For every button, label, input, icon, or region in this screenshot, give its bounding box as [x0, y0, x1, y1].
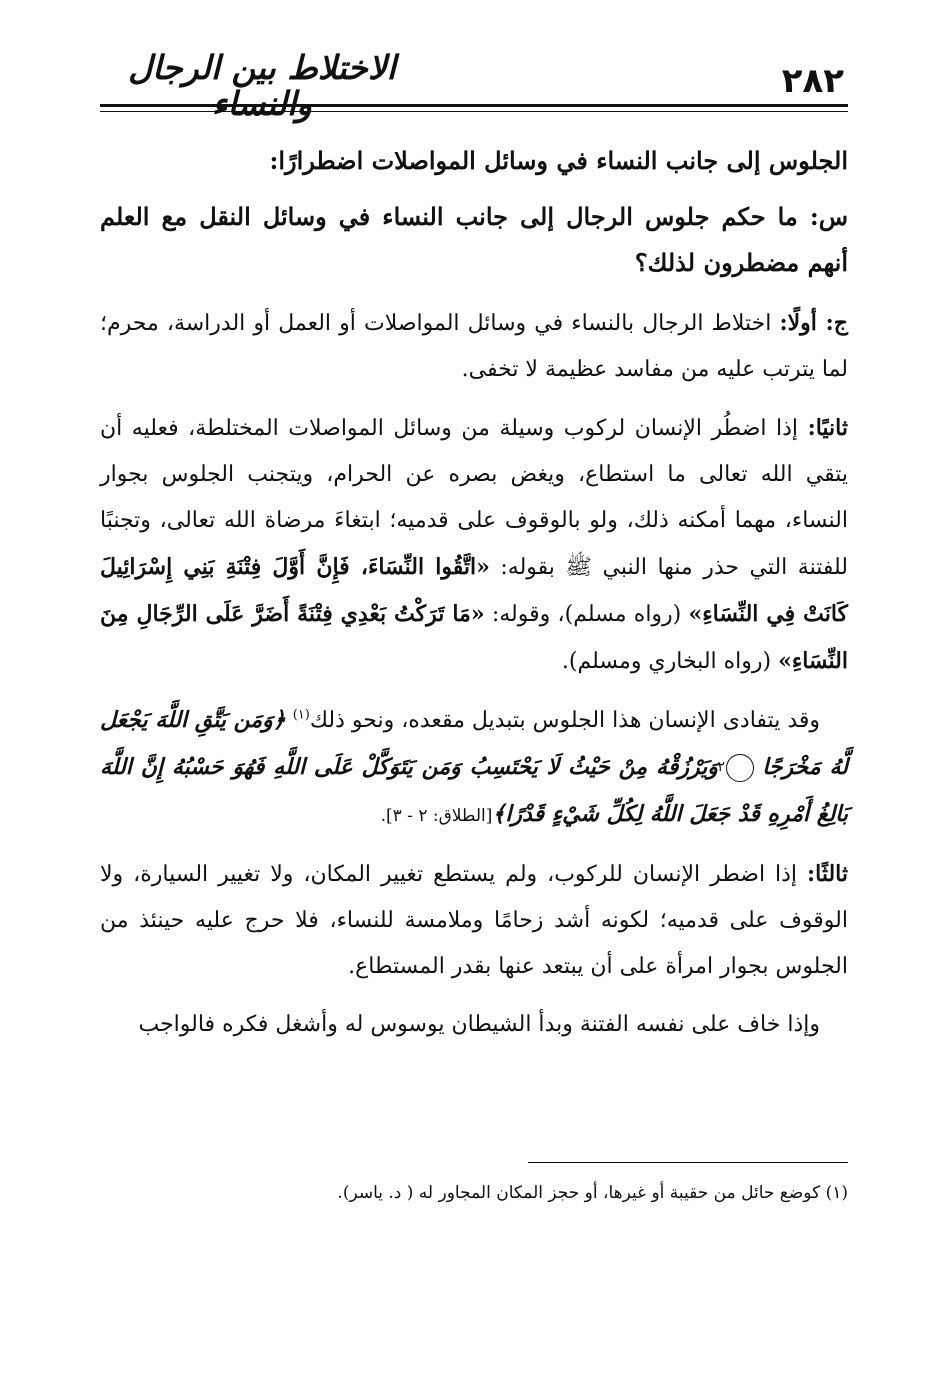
hadith-2-ref: (رواه البخاري ومسلم). [561, 649, 772, 674]
hadith-2: «مَا تَرَكْتُ بَعْدِي فِتْنَةً أَضَرَّ عَلَى الرِّجَالِ مِنَ النِّسَاءِ» [100, 601, 848, 674]
answer-first-label: ج: أولًا: [779, 310, 848, 336]
third-paragraph [100, 697, 848, 839]
question-paragraph: س: ما حكم جلوس الرجال إلى جانب النساء في وسائل النقل مع العلم أنهم مضطرون لذلك؟ [100, 202, 848, 277]
fifth-paragraph: وإذا خاف على نفسه الفتنة وبدأ الشيطان يوسوس له وأشغل فكره فالواجب [138, 1012, 820, 1037]
quran-verse-part2: وَيَرْزُقْهُ مِنْ حَيْثُ لَا يَحْتَسِبُ وَمَن يَتَوَكَّلْ عَلَى اللَّهِ فَهُوَ حَسْبُهُ إِنَّ اللَّهَ بَالِغُ أَمْرِهِ قَدْ جَعَلَ اللَّهُ لِكُلِّ شَيْءٍ قَدْرًا﴾ [100, 754, 848, 827]
answer-first-text: اختلاط الرجال بالنساء في وسائل المواصلات أو العمل أو الدراسة، محرم؛ لما يترتب عليه من مفاسد عظيمة لا تخفى. [100, 311, 848, 382]
quran-verse-part1: ﴿وَمَن يَتَّقِ اللَّهَ يَجْعَل لَّهُ مَخْرَجًا [100, 707, 848, 780]
verse-reference: [الطلاق: ٢ - ٣]. [380, 806, 493, 826]
main-text [100, 138, 848, 1060]
second-label: ثانيًا: [807, 415, 848, 441]
fourth-paragraph [100, 851, 848, 990]
footnote-mark: (١) [292, 707, 310, 723]
third-label: ثالثًا: [807, 861, 849, 887]
footnote: (١) كوضع حائل من حقيبة أو غيرها، أو حجز المكان المجاور له ( د. ياسر). [337, 1183, 848, 1203]
page-number: ٢٨٢ [781, 61, 844, 101]
header-rule-thick [100, 104, 848, 107]
page-header [100, 38, 848, 124]
running-title: الاختلاط بين الرجال والنساء [128, 48, 396, 124]
hadith-1-ref: (رواه مسلم)، وقوله: [491, 602, 682, 627]
section-heading: الجلوس إلى جانب النساء في وسائل المواصلات اضطرارًا: [269, 146, 848, 175]
verse-number-marker: ٢ [726, 754, 754, 782]
second-paragraph [100, 405, 848, 685]
para3-text: وقد يتفادى الإنسان هذا الجلوس بتبديل مقعده، ونحو ذلك [309, 708, 821, 733]
header-rule-thin [100, 111, 848, 112]
second-text: إذا اضطُر الإنسان لركوب وسيلة من وسائل المواصلات المختلطة، فعليه أن يتقي الله تعالى ما استطاع، ويغض بصره عن الحرام، ويتجنب الجلوس بجوار النساء، مهما أمكنه ذلك، ولو بالوقوف على قدميه؛ ابتغاءَ مرضاة الله تعالى، وتجنبًا للفتنة التي حذر منها النبي ﷺ بقوله: [100, 416, 848, 580]
hadith-1: «اتَّقُوا النِّسَاءَ، فَإِنَّ أَوَّلَ فِتْنَةِ بَنِي إِسْرَائِيلَ كَانَتْ فِي النِّسَاءِ» [100, 554, 849, 627]
answer-first-paragraph [100, 300, 848, 393]
footnote-separator [528, 1162, 848, 1163]
third-text: إذا اضطر الإنسان للركوب، ولم يستطع تغيير المكان، ولا تغيير السيارة، ولا الوقوف على قدميه؛ لكونه أشد زحامًا وملامسة للنساء، فلا حرج عليه حينئذ من الجلوس بجوار امرأة على أن يبتعد عنها بقدر المستطاع. [100, 862, 848, 979]
